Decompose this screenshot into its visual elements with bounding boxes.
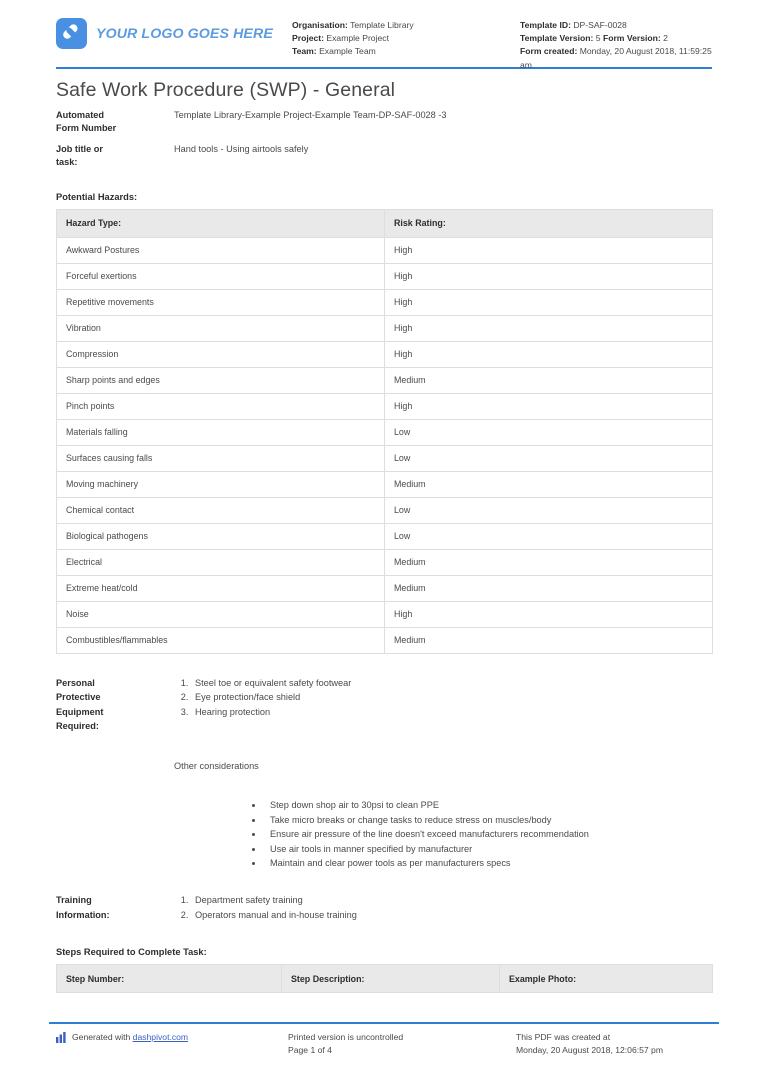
table-row: [57, 393, 713, 419]
list-item: • Take micro breaks or change tasks to reduce stress on muscles/body: [264, 813, 712, 828]
other-considerations-heading: Other considerations: [174, 761, 259, 771]
meta-value-project: Example Project: [326, 33, 389, 44]
field-label-line-2: Form Number: [56, 123, 117, 134]
ppe-label-line-3: Equipment: [56, 706, 104, 717]
dashpivot-link[interactable]: dashpivot.com: [132, 1032, 189, 1042]
table-row: [57, 549, 713, 575]
meta-label-form-version: Form Version:: [602, 33, 661, 44]
document-footer: [56, 1031, 719, 1056]
training-content: [174, 893, 712, 922]
footer-generated-prefix: Generated with: [72, 1032, 133, 1042]
table-row: [57, 445, 713, 471]
meta-value-template-id: DP-SAF-0028: [573, 20, 627, 30]
potential-hazards-table: [56, 209, 713, 654]
list-item: 3. Hearing protection: [191, 705, 712, 720]
bar-chart-icon: [56, 1032, 67, 1047]
list-item: 1. Department safety training: [191, 893, 712, 908]
footer-created-at: [516, 1031, 719, 1056]
cell-risk-rating: Low: [385, 445, 713, 471]
table-row: [57, 471, 713, 497]
meta-label-template-id: Template ID:: [520, 20, 571, 30]
cell-risk-rating: Medium: [385, 627, 713, 653]
cell-risk-rating: High: [385, 237, 713, 263]
field-label-line-2: task:: [56, 157, 78, 168]
field-automated-form-number: [56, 109, 712, 136]
header-meta-organisation: [292, 16, 520, 59]
column-header-example-photo: Example Photo:: [500, 965, 713, 993]
ppe-list: [191, 676, 712, 720]
footer-printed-uncontrolled: Printed version is uncontrolled: [288, 1032, 404, 1042]
meta-value-form-created: Monday, 20 August 2018, 11:59:25 am: [520, 46, 712, 70]
ppe-content: [174, 676, 712, 734]
table-row: [57, 575, 713, 601]
field-value-automated-form-number: Template Library-Example Project-Example Team-DP-SAF-0028 -3: [174, 110, 447, 120]
table-row: [57, 237, 713, 263]
dashpivot-logo-icon: [56, 18, 87, 49]
cell-hazard-type: Surfaces causing falls: [57, 445, 385, 471]
meta-label-template-version: Template Version:: [520, 33, 594, 44]
table-row: [57, 315, 713, 341]
cell-risk-rating: High: [385, 289, 713, 315]
meta-row-project: [292, 32, 520, 45]
cell-hazard-type: Moving machinery: [57, 471, 385, 497]
cell-risk-rating: Medium: [385, 575, 713, 601]
meta-row-organisation: [292, 19, 520, 32]
cell-hazard-type: Compression: [57, 341, 385, 367]
training-label: [56, 893, 174, 922]
other-considerations-list: [264, 798, 712, 871]
list-item: 2. Operators manual and in-house training: [191, 908, 712, 923]
meta-row-form-created: [520, 45, 712, 71]
field-value-job-title: Hand tools - Using airtools safely: [174, 143, 309, 154]
meta-value-template-version: 5: [595, 33, 601, 44]
hazards-table-body: [57, 237, 713, 653]
cell-hazard-type: Biological pathogens: [57, 523, 385, 549]
cell-risk-rating: High: [385, 601, 713, 627]
cell-risk-rating: High: [385, 393, 713, 419]
cell-risk-rating: Low: [385, 523, 713, 549]
meta-label-team: Team:: [292, 46, 317, 57]
table-row: [57, 419, 713, 445]
training-section: [56, 893, 712, 922]
column-header-hazard-type: Hazard Type:: [57, 209, 385, 237]
meta-value-form-version: 2: [663, 33, 668, 44]
footer-created-timestamp: Monday, 20 August 2018, 12:06:57 pm: [516, 1044, 663, 1055]
table-header-row: [57, 965, 713, 993]
field-label-line-1: Automated: [56, 110, 104, 120]
list-item: 1. Steel toe or equivalent safety footwear: [191, 676, 712, 691]
cell-hazard-type: Vibration: [57, 315, 385, 341]
field-label-job-title: [56, 143, 174, 170]
cell-hazard-type: Pinch points: [57, 393, 385, 419]
cell-hazard-type: Sharp points and edges: [57, 367, 385, 393]
cell-risk-rating: Medium: [385, 471, 713, 497]
cell-hazard-type: Forceful exertions: [57, 263, 385, 289]
cell-risk-rating: High: [385, 263, 713, 289]
cell-hazard-type: Electrical: [57, 549, 385, 575]
footer-page-number: Page 1 of 4: [288, 1044, 332, 1055]
footer-generated-with: [56, 1031, 288, 1056]
cell-risk-rating: High: [385, 315, 713, 341]
footer-created-label: This PDF was created at: [516, 1032, 611, 1042]
cell-hazard-type: Extreme heat/cold: [57, 575, 385, 601]
document-body: [0, 78, 768, 993]
meta-label-organisation: Organisation:: [292, 20, 348, 30]
logo-text: YOUR LOGO GOES HERE: [96, 25, 273, 42]
ppe-label-line-2: Protective: [56, 692, 101, 703]
cell-hazard-type: Combustibles/flammables: [57, 627, 385, 653]
list-item: • Step down shop air to 30psi to clean PPE: [264, 798, 712, 813]
header-meta-template: [520, 16, 712, 72]
list-item: • Use air tools in manner specified by manufacturer: [264, 842, 712, 857]
ppe-section: [56, 676, 712, 734]
steps-table: [56, 964, 713, 993]
meta-row-versions: [520, 32, 712, 45]
table-row: [57, 523, 713, 549]
field-label-line-1: Job title or: [56, 143, 103, 154]
cell-risk-rating: Low: [385, 419, 713, 445]
table-row: [57, 263, 713, 289]
meta-label-form-created: Form created:: [520, 46, 578, 57]
cell-hazard-type: Repetitive movements: [57, 289, 385, 315]
training-label-line-2: Information:: [56, 909, 110, 920]
cell-risk-rating: Low: [385, 497, 713, 523]
meta-label-project: Project:: [292, 33, 324, 44]
table-row: [57, 367, 713, 393]
column-header-step-number: Step Number:: [57, 965, 282, 993]
table-row: [57, 627, 713, 653]
footer-print-status: [288, 1031, 516, 1056]
document-header: [0, 0, 768, 70]
cell-hazard-type: Materials falling: [57, 419, 385, 445]
cell-hazard-type: Noise: [57, 601, 385, 627]
logo-block: [56, 16, 292, 49]
column-header-step-description: Step Description:: [282, 965, 500, 993]
ppe-label-line-4: Required:: [56, 721, 99, 732]
table-header-row: [57, 209, 713, 237]
meta-row-template-id: [520, 19, 712, 32]
training-list: [191, 893, 712, 922]
cell-risk-rating: Medium: [385, 549, 713, 575]
page-title: Safe Work Procedure (SWP) - General: [56, 79, 396, 101]
column-header-risk-rating: Risk Rating:: [385, 209, 713, 237]
meta-value-team: Example Team: [319, 46, 376, 57]
cell-risk-rating: Medium: [385, 367, 713, 393]
table-row: [57, 289, 713, 315]
meta-row-team: [292, 45, 520, 58]
cell-hazard-type: Awkward Postures: [57, 237, 385, 263]
potential-hazards-heading: Potential Hazards:: [56, 191, 138, 202]
field-label-automated-form-number: [56, 109, 174, 136]
steps-heading: Steps Required to Complete Task:: [56, 947, 207, 958]
list-item: • Ensure air pressure of the line doesn't exceed manufacturers recommendation: [264, 827, 712, 842]
footer-accent-rule: [49, 1022, 719, 1024]
list-item: • Maintain and clear power tools as per manufacturers specs: [264, 856, 712, 871]
field-job-title: [56, 143, 712, 170]
cell-hazard-type: Chemical contact: [57, 497, 385, 523]
meta-value-organisation: Template Library: [350, 20, 414, 30]
table-row: [57, 497, 713, 523]
footer-generated-text: [72, 1031, 188, 1044]
table-row: [57, 601, 713, 627]
table-row: [57, 341, 713, 367]
training-label-line-1: Training: [56, 894, 92, 905]
ppe-label: [56, 676, 174, 734]
cell-risk-rating: High: [385, 341, 713, 367]
list-item: 2. Eye protection/face shield: [191, 690, 712, 705]
ppe-label-line-1: Personal: [56, 677, 95, 688]
